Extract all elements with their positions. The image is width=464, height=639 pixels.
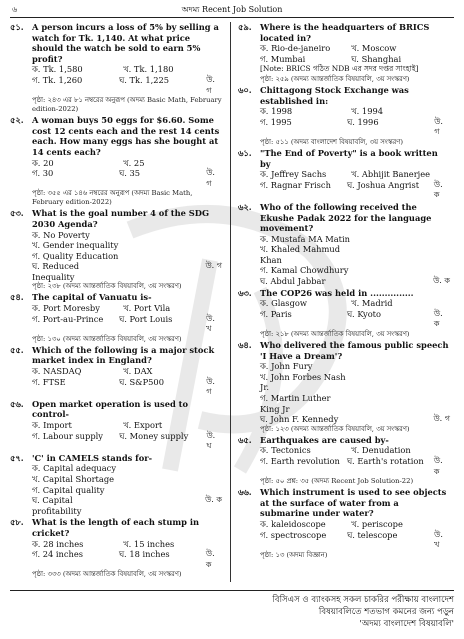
question-number: ৫১. [10, 22, 24, 32]
option-row [32, 230, 222, 241]
question-block [10, 453, 222, 517]
options [238, 43, 450, 84]
option: খ. 1994 [351, 106, 384, 117]
question-text: Who of the following received the Ekushe Padak 2022 for the language movement? [260, 201, 432, 234]
option: গ. FTSE [32, 376, 66, 387]
option-row [260, 414, 450, 425]
option: ক. Rio-de-janeiro [260, 43, 331, 54]
option-row [260, 265, 450, 276]
option: ক. Tk. 1,580 [32, 64, 83, 75]
question-block [10, 115, 222, 207]
options [238, 361, 450, 434]
option: ক. NASDAQ [32, 366, 82, 377]
question-number: ৫৪. [10, 292, 24, 303]
question-line [10, 345, 222, 366]
question-text: Which instrument is used to see objects at the surface of water from a submarine under water? [260, 487, 447, 519]
answer-label: উ. খ [434, 529, 443, 550]
option-row [32, 549, 222, 570]
source-reference: পৃষ্ঠা: ২৩৮ (অদম্য আন্তর্জাতিক বিষয়াবলি, ৩য় সংস্করণ) [32, 282, 182, 291]
question-line [10, 517, 222, 538]
question-block [10, 208, 222, 291]
options [10, 64, 222, 114]
option: ক. Glasgow [260, 298, 307, 309]
option: গ. Quality Education [32, 250, 119, 261]
option: খ. 15 inches [123, 538, 175, 549]
options [238, 106, 450, 147]
answer-label: উ. ক [433, 308, 443, 329]
option-row [32, 251, 222, 262]
answer-label: উ. গ [206, 376, 215, 397]
option: গ. Labour supply [32, 430, 103, 441]
question-number: ৫৮. [10, 517, 24, 528]
question-text: The COP26 was held in ............... [260, 287, 414, 298]
question-block [238, 288, 450, 339]
option: ক. Import [32, 420, 72, 430]
option-row [260, 234, 450, 245]
answer-label: উ. ঘ [206, 430, 216, 451]
option: গ. 30 [32, 168, 54, 179]
option-row [32, 377, 222, 398]
option: ঘ. 18 inches [118, 549, 170, 560]
option: ক. 1998 [260, 106, 293, 117]
option: খ. Gender inequality [32, 240, 119, 251]
question-line [238, 22, 450, 43]
source-reference: পৃষ্ঠা: ৫১১ (অদম্য বাংলাদেশ বিষয়াবলি, ৩য় সংস্করণ) [260, 137, 404, 146]
option: ঘ. Money supply [119, 430, 189, 441]
question-text: "The End of Poverty" is a book written by [260, 147, 438, 169]
question-note: [Note: BRICS গঠিত NDB এর সদর দপ্তর সাংহাই] [260, 64, 419, 74]
option: ঘ. John F. Kennedy [260, 414, 339, 425]
option-row [260, 169, 450, 180]
option: খ. John Forbes Nash Jr. [260, 371, 346, 393]
option-row [260, 309, 450, 330]
option: খ. Abhijit Banerjee [351, 169, 431, 180]
option: ক. Port Moresby [32, 303, 100, 314]
header-title: অদম্য Recent Job Solution [181, 5, 283, 14]
option-row [260, 445, 450, 456]
question-block [238, 85, 450, 147]
answer-label: উ. ক [433, 179, 443, 200]
right-column [238, 22, 450, 561]
option: খ. Denudation [351, 445, 411, 456]
option-row [32, 474, 222, 485]
footer-line-2: বিষয়াবলিতে শতভাগ কমনের জন্য পড়ুন [318, 607, 454, 617]
answer-label: উ. গ [206, 168, 215, 188]
question-block [10, 22, 222, 114]
option: ক. John Fury [260, 361, 313, 372]
answer-label: উ. ক [205, 549, 215, 569]
option-row [32, 240, 222, 251]
option: খ. 25 [123, 157, 145, 168]
question-line [238, 148, 450, 169]
question-line [10, 115, 222, 157]
option-row [32, 64, 222, 75]
option-row [260, 456, 450, 477]
option: ঘ. Joshua Angrist [346, 179, 420, 190]
question-line [238, 85, 450, 106]
footer-rule [10, 590, 454, 591]
options [238, 519, 450, 560]
question-line [238, 435, 450, 446]
question-number: ৬১. [238, 147, 252, 158]
option-row [32, 261, 222, 282]
option: গ. Earth revolution [260, 455, 340, 466]
question-number: ৬৬. [238, 487, 252, 498]
option: ঘ. Shanghai [351, 53, 402, 64]
option: খ. Khaled Mahmud Khan [260, 244, 341, 265]
option: ক. Capital adequacy [32, 463, 117, 474]
question-block [238, 340, 450, 434]
question-block [238, 487, 450, 560]
page-header [10, 2, 454, 16]
question-number: ৬৫. [238, 434, 252, 445]
option-row [32, 495, 222, 516]
question-text: Who delivered the famous public speech 'I Have a Dream'? [260, 340, 449, 361]
options [238, 445, 450, 486]
answer-label: উ. খ [206, 313, 215, 334]
question-number: ৫৬. [10, 398, 24, 409]
question-block [10, 399, 222, 452]
option: ক. Tectonics [260, 445, 311, 456]
option: ক. kaleidoscope [260, 518, 326, 529]
option: ঘ. 35 [119, 168, 141, 179]
option-row [260, 298, 450, 309]
question-text: A woman buys 50 eggs for $6.60. Some cost 12 cents each and the rest 14 cents each. How many eggs has she bought at 14 cents each? [32, 115, 220, 157]
option: ঘ. Abdul Jabbar [260, 276, 326, 287]
question-number: ৫২. [10, 115, 24, 126]
option: ঘ. Kyoto [346, 308, 382, 319]
question-line [10, 292, 222, 303]
option-row [260, 519, 450, 530]
question-text: A person incurs a loss of 5% by selling a watch for Tk. 1,140. At what price should the watch be sold to earn 5% profit? [32, 22, 219, 64]
question-number: ৬০. [238, 84, 252, 95]
question-text: Which of the following is a major stock market index in England? [32, 344, 215, 366]
header-rule [10, 17, 454, 18]
option-row [260, 372, 450, 393]
option: ঘ. Port Louis [119, 313, 173, 324]
option: ক. No Poverty [32, 229, 90, 240]
answer-label: উ. গ [206, 74, 215, 95]
source-reference: পৃষ্ঠা: ৩৫৫ এর ১৪৬ নম্বরের অনুরূপ (অদম্য Basic Math, February edition-2022) [32, 189, 193, 207]
option: গ. Capital quality [32, 484, 105, 495]
source-reference: পৃষ্ঠা: ২১৮ (অদম্য আন্তর্জাতিক বিষয়াবলি, ৩য় সংস্করণ) [260, 330, 410, 339]
column-divider [230, 22, 231, 582]
question-block [10, 345, 222, 398]
option: খ. Madrid [351, 298, 393, 309]
source-reference: পৃষ্ঠা: ২৫৯ (অদম্য আন্তর্জাতিক বিষয়াবলি, ৩য় সংস্করণ) [260, 74, 410, 83]
answer-label: উ. ক [205, 495, 222, 505]
answer-label: উ. গ [434, 116, 443, 137]
options [10, 463, 222, 516]
page-number: ৬ [12, 5, 18, 14]
option: গ. 1995 [260, 116, 292, 127]
option: ঘ. 1996 [347, 116, 379, 127]
option: গ. Tk. 1,260 [32, 74, 83, 85]
left-column [10, 22, 222, 580]
option-row [32, 158, 222, 169]
option: খ. Moscow [351, 43, 397, 54]
options [10, 539, 222, 580]
footer-line-1: বিসিএস ও ব্যাংকসহ সকল চাকরির পরীক্ষায় বাংলাদেশ [272, 595, 454, 605]
answer-label: উ. ক [433, 455, 443, 476]
source-reference: পৃষ্ঠা: ২৪৩ এর ৮১ নম্বরের অনুরূপ (অদম্য Basic Math, February edition-2022) [32, 96, 222, 114]
option-row [32, 314, 222, 335]
options [10, 230, 222, 292]
options [10, 303, 222, 344]
question-block [238, 22, 450, 84]
option: গ. spectroscope [260, 529, 327, 540]
option: ক. Jeffrey Sachs [260, 169, 327, 180]
question-text: Earthquakes are caused by- [260, 434, 389, 445]
question-number: ৫৯. [238, 22, 252, 32]
option: খ. Port Vila [123, 303, 171, 314]
option: ক. 28 inches [32, 538, 84, 549]
option-row [260, 361, 450, 372]
option: ক. Mustafa MA Matin [260, 233, 351, 244]
option: ক. 20 [32, 157, 54, 168]
question-text: 'C' in CAMELS stands for- [32, 452, 153, 463]
option-row [260, 180, 450, 201]
source-reference: পৃষ্ঠা: ৫০ প্রশ্ন: ৩৫ (অদম্য Recent Job Solution-22) [260, 477, 414, 486]
option-row [260, 276, 450, 287]
option-row [260, 393, 450, 414]
source-reference: পৃষ্ঠা: ১২৩ (অদম্য আন্তর্জাতিক বিষয়াবলি, ৩য় সংস্করণ) [260, 424, 410, 433]
option-row [32, 303, 222, 314]
option: ঘ. Reduced Inequality [32, 261, 80, 282]
option: ঘ. Earth's rotation [346, 455, 424, 466]
question-text: Open market operation is used to control- [32, 398, 189, 420]
options [10, 366, 222, 398]
option-row [32, 485, 222, 496]
question-line [238, 487, 450, 519]
options [238, 298, 450, 339]
option-row [260, 530, 450, 551]
option: গ. Martin Luther King Jr [260, 393, 331, 414]
question-line [10, 453, 222, 464]
answer-label: উ. ক [433, 276, 450, 286]
options [10, 420, 222, 452]
answer-label: উ. গ [205, 261, 222, 271]
option-row [260, 54, 450, 65]
option-row [260, 43, 450, 54]
page-footer [10, 590, 454, 630]
option: ঘ. telescope [347, 529, 398, 540]
question-line [10, 208, 222, 229]
option: গ. Ragnar Frisch [260, 179, 331, 190]
question-number: ৬৩. [238, 287, 252, 298]
option: গ. 24 inches [32, 549, 84, 560]
question-line [238, 288, 450, 299]
source-reference: পৃষ্ঠা: ১৩০ (অদম্য আন্তর্জাতিক বিষয়াবলি, ৩য় সংস্করণ) [32, 334, 182, 343]
option: খ. Tk. 1,180 [123, 64, 174, 75]
options [238, 169, 450, 201]
question-text: What is the length of each stump in cricket? [32, 517, 200, 538]
options [238, 234, 450, 287]
question-line [238, 340, 450, 361]
option: খ. Capital Shortage [32, 473, 115, 484]
option-row [260, 106, 450, 117]
question-number: ৬২. [238, 201, 252, 212]
option-row [32, 539, 222, 550]
option: গ. Kamal Chowdhury [260, 265, 349, 276]
option: গ. Port-au-Prince [32, 313, 104, 324]
option-row [32, 168, 222, 189]
option: খ. periscope [351, 518, 403, 529]
question-number: ৫৩. [10, 208, 24, 219]
option-row [32, 463, 222, 474]
question-text: What is the goal number 4 of the SDG 2030 Agenda? [32, 208, 210, 229]
question-block [238, 148, 450, 201]
question-text: The capital of Vanuatu is- [32, 292, 152, 303]
question-block [238, 435, 450, 486]
option: গ. Mumbai [260, 53, 306, 64]
answer-label: উ. গ [433, 414, 450, 424]
question-block [10, 292, 222, 343]
options [10, 158, 222, 208]
option-row [32, 420, 222, 431]
question-line [10, 399, 222, 420]
option: ঘ. S&P500 [119, 376, 164, 387]
option: ঘ. Capital profitability [32, 495, 82, 516]
option: খ. Export [123, 420, 163, 430]
option-row [32, 75, 222, 96]
option: গ. Paris [260, 308, 292, 319]
option-row [32, 431, 222, 452]
question-block [10, 517, 222, 579]
option-row [32, 366, 222, 377]
option: খ. DAX [123, 366, 153, 377]
footer-line-3: 'অদম্য বাংলাদেশ বিষয়াবলি' [359, 619, 454, 629]
option-row [260, 244, 450, 265]
option: ঘ. Tk. 1,225 [119, 74, 170, 85]
question-line [10, 22, 222, 64]
question-text: Where is the headquarters of BRICS located in? [260, 22, 430, 43]
question-number: ৫৫. [10, 344, 24, 355]
question-number: ৫৭. [10, 452, 24, 463]
question-block [238, 202, 450, 287]
option-row [260, 117, 450, 138]
question-text: Chittagong Stock Exchange was established in: [260, 84, 409, 106]
source-reference: পৃষ্ঠা: ৩৩৩ (অদম্য আন্তর্জাতিক বিষয়াবলি, ৩য় সংস্করণ) [32, 570, 182, 579]
question-line [238, 202, 450, 234]
source-reference: পৃষ্ঠা: ১৩ (অদম্য বিজ্ঞান) [260, 550, 328, 559]
question-number: ৬৪. [238, 340, 252, 351]
